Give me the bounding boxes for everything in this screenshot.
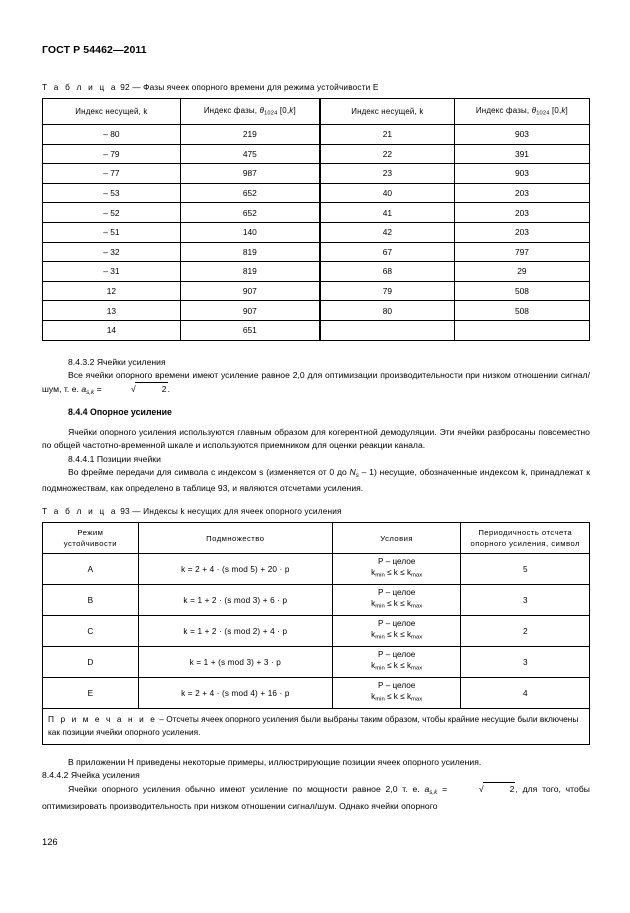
carrier-index-right: 23 bbox=[320, 164, 455, 184]
phase-symbol-right: θ bbox=[531, 106, 537, 116]
section-8441-paragraph bbox=[42, 466, 590, 495]
table-92-caption bbox=[42, 82, 590, 92]
condition-line2 bbox=[371, 630, 422, 639]
table-93-header-periodicity bbox=[461, 523, 590, 554]
carrier-index-left: 14 bbox=[43, 320, 181, 340]
kmax-subscript: max bbox=[411, 572, 423, 579]
section-8441-text2: – 1) несущие, обозначенные индексом k, принадлежат к подмножествам, как определено в таблице 93, и являются отсчетами усиления. bbox=[42, 466, 590, 493]
table-93-caption-text: Индексы k несущих для ячеек опорного усиления bbox=[143, 506, 342, 517]
phase-index-right: 903 bbox=[454, 164, 589, 184]
phase-index-right bbox=[454, 320, 589, 340]
phase-index-right: 508 bbox=[454, 281, 589, 301]
condition-line2 bbox=[371, 599, 422, 608]
page-content bbox=[42, 82, 590, 813]
robustness-mode: B bbox=[43, 585, 139, 616]
phase-subscript-right: 1024 bbox=[536, 110, 550, 117]
kmax-base: k bbox=[406, 630, 412, 640]
carrier-index-right: 79 bbox=[320, 281, 455, 301]
periodicity: 2 bbox=[461, 616, 590, 647]
formula-a-equals: = bbox=[96, 383, 102, 394]
table-92-caption-text: Фазы ячеек опорного времени для режима устойчивости E bbox=[143, 82, 379, 92]
section-8432-body bbox=[42, 369, 590, 399]
page-number: 126 bbox=[42, 836, 58, 847]
robustness-mode: C bbox=[43, 616, 139, 647]
condition-line1: P – целое bbox=[378, 587, 416, 597]
table-93-header-subset: Подмножество bbox=[138, 523, 332, 554]
formula-a-period: . bbox=[167, 383, 170, 394]
header-mode-line1: Режим bbox=[77, 528, 104, 538]
phase-index-left: 652 bbox=[180, 203, 319, 223]
section-8441-heading: 8.4.4.1 Позиции ячейки bbox=[68, 453, 161, 464]
periodicity: 3 bbox=[461, 585, 590, 616]
table-row bbox=[43, 678, 590, 709]
periodicity: 3 bbox=[461, 647, 590, 678]
table-93-note bbox=[43, 709, 590, 745]
kmin-base: k bbox=[371, 599, 376, 609]
table-92-header-row bbox=[43, 99, 590, 125]
carrier-index-left: – 52 bbox=[43, 203, 181, 223]
kmin-base: k bbox=[371, 692, 376, 702]
phase-index-right: 203 bbox=[454, 183, 589, 203]
kmax-subscript: max bbox=[411, 634, 423, 641]
sqrt-icon: √ 2 bbox=[452, 782, 516, 796]
header-periodicity-line2: опорного усиления, символ bbox=[470, 539, 580, 549]
symbol-N-base: N bbox=[349, 466, 356, 477]
phase-index-left: 140 bbox=[180, 222, 319, 242]
phase-index-left: 219 bbox=[180, 125, 319, 145]
kmax-base: k bbox=[406, 692, 412, 702]
periodicity: 5 bbox=[461, 554, 590, 585]
table-row bbox=[43, 320, 590, 340]
condition bbox=[332, 678, 461, 709]
note-text: Отсчеты ячеек опорного усиления были выбраны таким образом, чтобы крайние несущие были включены как позиции ячейки опорного усиления. bbox=[48, 714, 579, 738]
carrier-index-right: 80 bbox=[320, 301, 455, 321]
phase-suffix-k-left: k bbox=[289, 106, 294, 116]
carrier-index-left: 13 bbox=[43, 301, 181, 321]
phase-index-left: 907 bbox=[180, 281, 319, 301]
table-92-caption-label: Т а б л и ц а bbox=[42, 82, 118, 92]
header-periodicity-line1: Периодичность отсчета bbox=[478, 528, 573, 538]
condition-line1: P – целое bbox=[378, 649, 416, 659]
table-92-caption-dash: — bbox=[132, 82, 141, 92]
carrier-index-right: 21 bbox=[320, 125, 455, 145]
kmax-base: k bbox=[406, 599, 412, 609]
symbol-N-subscript: s bbox=[355, 471, 359, 479]
condition-inequality: ≤ k ≤ bbox=[387, 599, 405, 609]
table-92 bbox=[42, 98, 590, 341]
table-93-caption-dash: — bbox=[132, 506, 141, 517]
phase-index-right: 391 bbox=[454, 144, 589, 164]
condition-inequality: ≤ k ≤ bbox=[387, 661, 405, 671]
subset-formula: k = 2 + 4 · (s mod 5) + 20 · p bbox=[138, 554, 332, 585]
table-93-header-conditions: Условия bbox=[332, 523, 461, 554]
table-93-caption-number: 93 bbox=[120, 506, 130, 517]
section-8432-text: Все ячейки опорного времени имеют усиление равное 2,0 для оптимизации производительности при низком отношении сигнал/шум, т. е. bbox=[42, 369, 590, 394]
phase-index-right: 508 bbox=[454, 301, 589, 321]
subset-formula: k = 1 + 2 · (s mod 2) + 4 · p bbox=[138, 616, 332, 647]
subset-formula: k = 1 + 2 · (s mod 3) + 6 · p bbox=[138, 585, 332, 616]
phase-suffix-open-left: [0, bbox=[279, 106, 290, 116]
table-row bbox=[43, 616, 590, 647]
carrier-index-right: 22 bbox=[320, 144, 455, 164]
table-row bbox=[43, 585, 590, 616]
robustness-mode: A bbox=[43, 554, 139, 585]
section-8442-text1: Ячейки опорного усиления обычно имеют усиление по мощности равное 2,0 т. е. bbox=[68, 784, 420, 795]
phase-index-right: 203 bbox=[454, 203, 589, 223]
phase-index-left: 652 bbox=[180, 183, 319, 203]
table-92-header-carrier-left: Индекс несущей, k bbox=[43, 99, 181, 125]
condition bbox=[332, 554, 461, 585]
section-8432-heading: 8.4.3.2 Ячейки усиления bbox=[68, 356, 166, 367]
subset-formula: k = 1 + (s mod 3) + 3 · p bbox=[138, 647, 332, 678]
kmax-subscript: max bbox=[411, 665, 423, 672]
carrier-index-left: – 80 bbox=[43, 125, 181, 145]
kmin-base: k bbox=[371, 568, 376, 578]
table-row bbox=[43, 164, 590, 184]
carrier-index-left: – 31 bbox=[43, 262, 181, 282]
phase-suffix-k-right: k bbox=[561, 106, 566, 116]
formula-a-subscript: s,k bbox=[86, 388, 95, 396]
phase-suffix-open-right: [0, bbox=[552, 106, 562, 116]
phase-index-left: 819 bbox=[180, 242, 319, 262]
table-92-caption-number: 92 bbox=[120, 82, 130, 92]
phase-index-left: 651 bbox=[180, 320, 319, 340]
condition-line1: P – целое bbox=[378, 556, 416, 566]
carrier-index-left: – 79 bbox=[43, 144, 181, 164]
table-row bbox=[43, 125, 590, 145]
subset-formula: k = 2 + 4 · (s mod 4) + 16 · p bbox=[138, 678, 332, 709]
standard-header: ГОСТ Р 54462—2011 bbox=[42, 44, 147, 56]
carrier-index-left: 12 bbox=[43, 281, 181, 301]
formula-b-base: a bbox=[424, 784, 430, 795]
table-93-caption bbox=[42, 506, 590, 516]
symbol-Ns bbox=[350, 467, 359, 477]
condition-inequality: ≤ k ≤ bbox=[387, 630, 405, 640]
carrier-index-left: – 32 bbox=[43, 242, 181, 262]
section-8441-text1: Во фрейме передачи для символа с индексом s (изменяется от 0 до bbox=[68, 466, 347, 477]
table-93-note-row bbox=[43, 709, 590, 745]
condition-line2 bbox=[371, 692, 422, 701]
kmax-subscript: max bbox=[411, 696, 423, 703]
carrier-index-left: – 53 bbox=[43, 183, 181, 203]
carrier-index-right: 40 bbox=[320, 183, 455, 203]
table-92-header-carrier-right: Индекс несущей, k bbox=[320, 99, 455, 125]
phase-prefix-left: Индекс фазы, bbox=[203, 106, 258, 116]
table-row bbox=[43, 301, 590, 321]
carrier-index-right: 41 bbox=[320, 203, 455, 223]
condition bbox=[332, 585, 461, 616]
table-93-header-mode bbox=[43, 523, 139, 554]
carrier-index-right: 67 bbox=[320, 242, 455, 262]
phase-prefix-right: Индекс фазы, bbox=[475, 106, 530, 116]
condition-line1: P – целое bbox=[378, 618, 416, 628]
table-row bbox=[43, 262, 590, 282]
table-row bbox=[43, 222, 590, 242]
phase-index-left: 475 bbox=[180, 144, 319, 164]
header-mode-line2: устойчивости bbox=[63, 539, 117, 549]
table-93 bbox=[42, 522, 590, 745]
phase-index-right: 797 bbox=[454, 242, 589, 262]
kmin-subscript: min bbox=[375, 696, 385, 703]
carrier-index-right: 42 bbox=[320, 222, 455, 242]
table-row bbox=[43, 203, 590, 223]
condition bbox=[332, 616, 461, 647]
phase-index-right: 203 bbox=[454, 222, 589, 242]
formula-a-base: a bbox=[81, 383, 87, 394]
kmax-base: k bbox=[406, 661, 412, 671]
table-row bbox=[43, 647, 590, 678]
table-row bbox=[43, 144, 590, 164]
carrier-index-left: – 51 bbox=[43, 222, 181, 242]
section-844-heading: 8.4.4 Опорное усиление bbox=[68, 406, 172, 417]
table-row bbox=[43, 281, 590, 301]
section-8442-text2: , для того, чтобы оптимизировать производительность при низком отношении сигнал/шум. Однако ячейки опорного bbox=[42, 784, 590, 811]
formula-gain-sqrt2-b bbox=[424, 784, 515, 797]
table-row bbox=[43, 242, 590, 262]
formula-b-subscript: s,k bbox=[429, 789, 438, 797]
kmin-base: k bbox=[371, 630, 376, 640]
phase-symbol-left: θ bbox=[259, 106, 265, 116]
phase-index-left: 987 bbox=[180, 164, 319, 184]
sqrt-icon: √ 2 bbox=[104, 382, 168, 396]
note-label: П р и м е ч а н и е bbox=[48, 714, 157, 725]
phase-index-right: 903 bbox=[454, 125, 589, 145]
condition-line2 bbox=[371, 661, 422, 670]
kmin-subscript: min bbox=[375, 603, 385, 610]
table-row bbox=[43, 554, 590, 585]
carrier-index-left: – 77 bbox=[43, 164, 181, 184]
section-8442-heading: 8.4.4.2 Ячейка усиления bbox=[42, 770, 140, 781]
section-8442-paragraph bbox=[42, 782, 590, 812]
kmax-subscript: max bbox=[411, 603, 423, 610]
formula-b-radicand: 2 bbox=[483, 782, 516, 796]
robustness-mode: E bbox=[43, 678, 139, 709]
formula-b-equals: = bbox=[442, 784, 448, 795]
kmax-base: k bbox=[406, 568, 412, 578]
table-row bbox=[43, 183, 590, 203]
condition-inequality: ≤ k ≤ bbox=[387, 692, 405, 702]
formula-a-radicand: 2 bbox=[135, 382, 168, 396]
table-93-caption-label: Т а б л и ц а bbox=[42, 506, 118, 517]
condition-line2 bbox=[371, 568, 422, 577]
phase-subscript-left: 1024 bbox=[264, 110, 278, 117]
condition bbox=[332, 647, 461, 678]
table-92-header-phase-right bbox=[454, 99, 589, 125]
kmin-base: k bbox=[371, 661, 376, 671]
appendix-note-paragraph: В приложении Н приведены некоторые примеры, иллюстрирующие позиции ячеек опорного усиления. bbox=[68, 757, 482, 768]
condition-line1: P – целое bbox=[378, 680, 416, 690]
condition-inequality: ≤ k ≤ bbox=[387, 568, 405, 578]
phase-index-left: 907 bbox=[180, 301, 319, 321]
kmin-subscript: min bbox=[375, 634, 385, 641]
phase-index-left: 819 bbox=[180, 262, 319, 282]
phase-suffix-close-left: ] bbox=[293, 106, 296, 116]
periodicity: 4 bbox=[461, 678, 590, 709]
carrier-index-right bbox=[320, 320, 455, 340]
phase-index-right: 29 bbox=[454, 262, 589, 282]
kmin-subscript: min bbox=[375, 572, 385, 579]
note-dash: – bbox=[159, 714, 164, 725]
table-92-header-phase-left bbox=[180, 99, 319, 125]
robustness-mode: D bbox=[43, 647, 139, 678]
kmin-subscript: min bbox=[375, 665, 385, 672]
section-844-paragraph: Ячейки опорного усиления используются главным образом для когерентной демодуляции. Эти ячейки разбросаны повсеместно по общей частотно-временной шкале и используются приемником для оценки реакции канала. bbox=[42, 427, 590, 451]
table-93-header-row bbox=[43, 523, 590, 554]
phase-suffix-close-right: ] bbox=[565, 106, 568, 116]
carrier-index-right: 68 bbox=[320, 262, 455, 282]
formula-gain-sqrt2-a bbox=[81, 384, 167, 394]
